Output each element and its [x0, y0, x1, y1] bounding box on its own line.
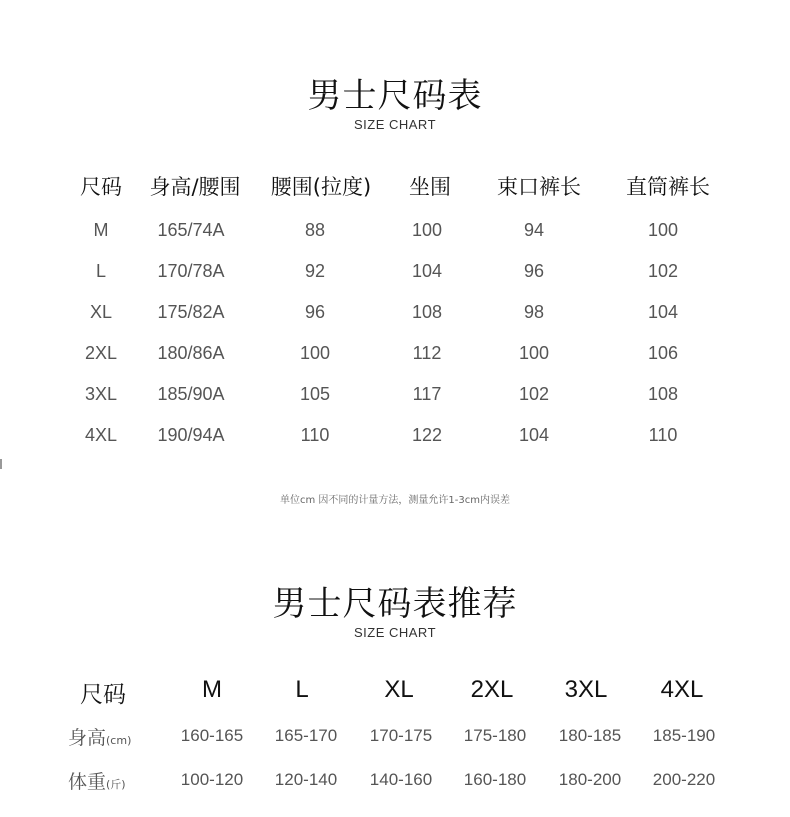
- header-size: 尺码: [80, 682, 126, 708]
- header-waist-stretch: 腰围(拉度): [270, 175, 372, 199]
- cell-size: 4XL: [84, 425, 118, 445]
- cell-tapered-length: 96: [523, 261, 545, 281]
- cell-height-waist: 175/82A: [157, 302, 225, 322]
- measurement-note: 单位cm 因不同的计量方法，测量允许1-3cm内误差: [280, 495, 510, 506]
- row-label-weight: [68, 767, 126, 794]
- cell-waist: 92: [304, 261, 326, 281]
- cell-straight-length: 102: [647, 261, 679, 281]
- cell-straight-length: 108: [647, 384, 679, 404]
- header-hip: 坐围: [409, 175, 451, 199]
- cell-size: XL: [89, 302, 113, 322]
- cell-size: 2XL: [84, 343, 118, 363]
- cell-height-waist: 180/86A: [157, 343, 225, 363]
- cell-height-range: 160-165: [180, 726, 244, 745]
- cell-hip: 100: [411, 220, 443, 240]
- cell-weight-range: 160-180: [463, 770, 527, 789]
- header-straight-length: 直筒裤长: [626, 175, 710, 199]
- cell-weight-range: 180-200: [558, 770, 622, 789]
- header-2xl: 2XL: [470, 676, 514, 703]
- cell-straight-length: 110: [648, 425, 678, 445]
- size-chart-subtitle: SIZE CHART: [353, 117, 437, 132]
- header-3xl: 3XL: [564, 676, 608, 703]
- cell-height-range: 175-180: [463, 726, 527, 745]
- cell-weight-range: 100-120: [180, 770, 244, 789]
- cell-height-range: 165-170: [274, 726, 338, 745]
- cell-height-range: 170-175: [369, 726, 433, 745]
- cell-hip: 108: [411, 302, 443, 322]
- cell-size: L: [95, 261, 107, 281]
- header-size: 尺码: [80, 175, 122, 199]
- cell-weight-range: 120-140: [274, 770, 338, 789]
- header-tapered-length: 束口裤长: [497, 175, 581, 199]
- cell-straight-length: 104: [647, 302, 679, 322]
- row-label-height: [68, 723, 131, 750]
- cell-tapered-length: 94: [523, 220, 545, 240]
- header-l: L: [295, 676, 309, 703]
- cell-hip: 112: [412, 343, 442, 363]
- recommendation-subtitle: SIZE CHART: [353, 625, 437, 640]
- header-xl: XL: [384, 676, 414, 703]
- cell-weight-range: 140-160: [369, 770, 433, 789]
- cell-straight-length: 100: [647, 220, 679, 240]
- cell-height-waist: 165/74A: [157, 220, 225, 240]
- cell-height-range: 180-185: [558, 726, 622, 745]
- header-height-waist: 身高/腰围: [149, 175, 241, 199]
- row-label-text: 体重: [68, 771, 107, 793]
- row-label-unit: (斤): [106, 778, 126, 791]
- cell-waist: 105: [299, 384, 331, 404]
- header-4xl: 4XL: [660, 676, 704, 703]
- edge-mark: [0, 459, 2, 469]
- cell-size: M: [93, 220, 109, 240]
- cell-waist: 110: [300, 425, 330, 445]
- row-label-text: 身高: [68, 727, 107, 749]
- cell-weight-range: 200-220: [652, 770, 716, 789]
- size-chart-title: 男士尺码表: [307, 76, 483, 116]
- cell-height-waist: 170/78A: [157, 261, 225, 281]
- cell-waist: 100: [299, 343, 331, 363]
- cell-height-waist: 190/94A: [157, 425, 225, 445]
- row-label-unit: (cm): [106, 734, 132, 747]
- cell-size: 3XL: [84, 384, 118, 404]
- cell-tapered-length: 102: [518, 384, 550, 404]
- cell-height-range: 185-190: [652, 726, 716, 745]
- cell-hip: 104: [411, 261, 443, 281]
- cell-tapered-length: 100: [518, 343, 550, 363]
- cell-straight-length: 106: [647, 343, 679, 363]
- cell-hip: 117: [412, 384, 442, 404]
- cell-tapered-length: 98: [523, 302, 545, 322]
- cell-tapered-length: 104: [518, 425, 550, 445]
- cell-height-waist: 185/90A: [157, 384, 225, 404]
- recommendation-title: 男士尺码表推荐: [272, 584, 518, 624]
- cell-waist: 88: [304, 220, 326, 240]
- cell-waist: 96: [304, 302, 326, 322]
- cell-hip: 122: [411, 425, 443, 445]
- header-m: M: [202, 676, 222, 703]
